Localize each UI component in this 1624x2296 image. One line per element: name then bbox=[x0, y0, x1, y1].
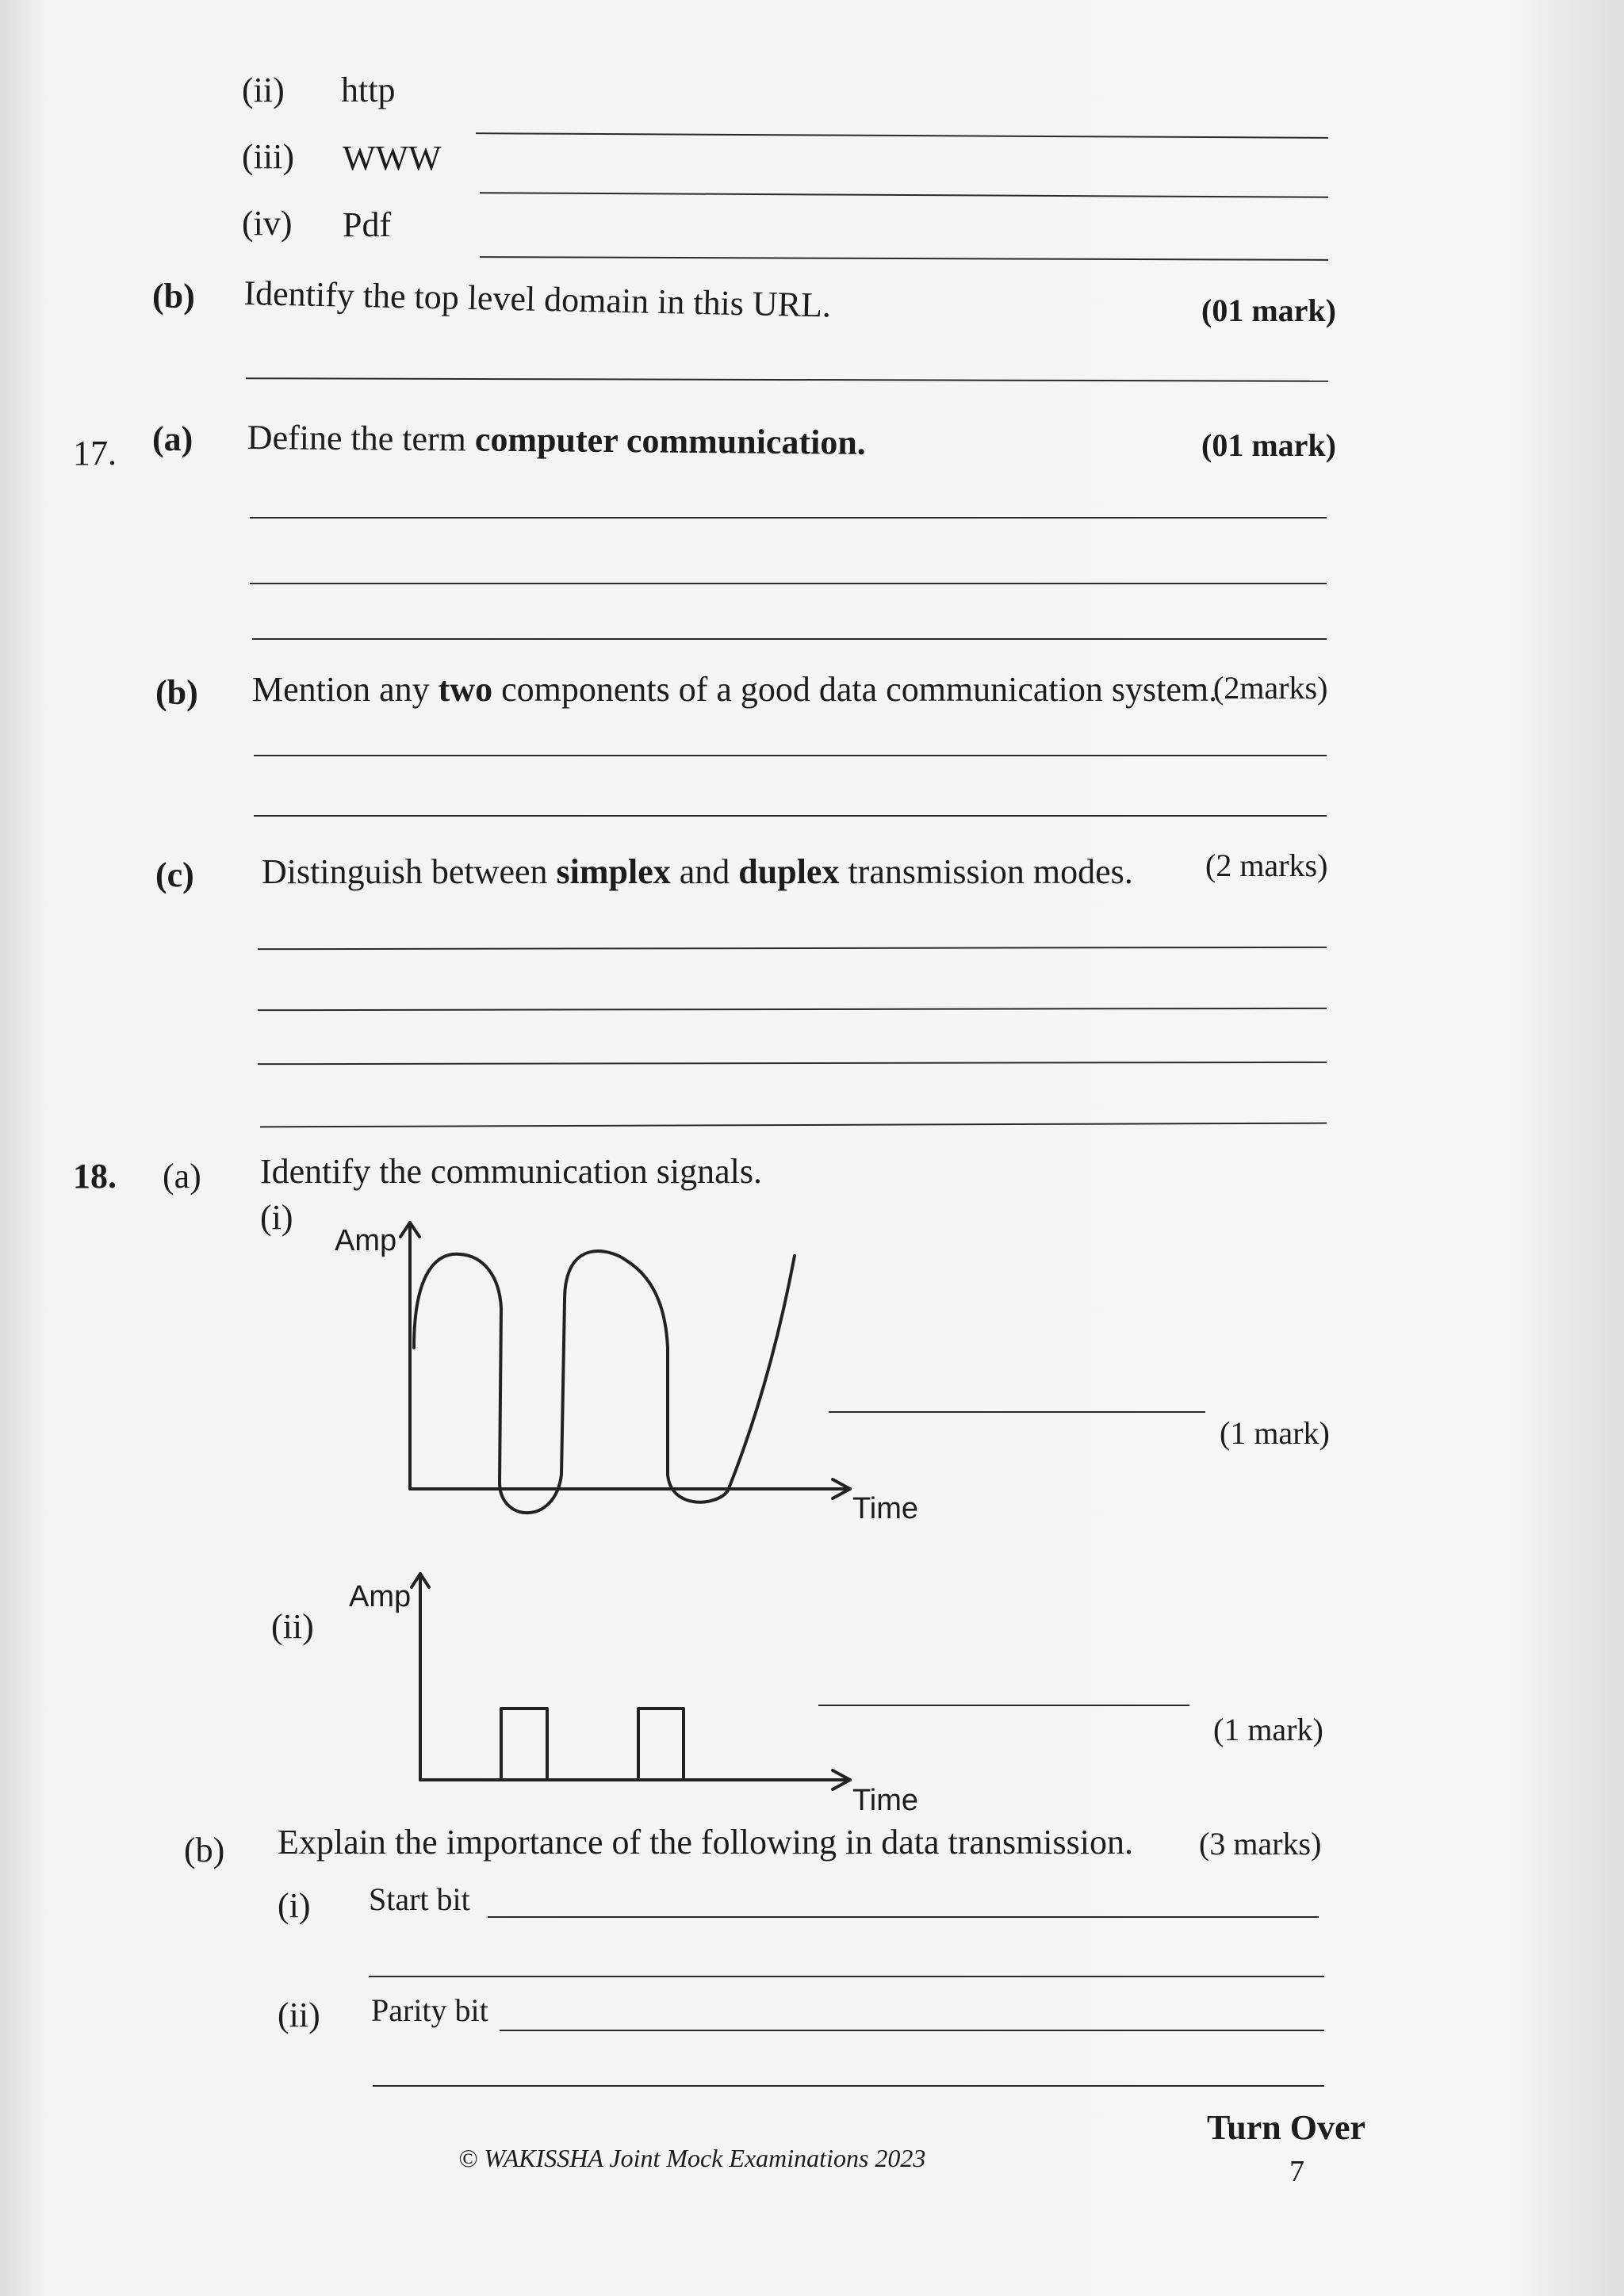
signal-ii-amp-label: Amp bbox=[349, 1580, 412, 1613]
q17-part-c-marks: (2 marks) bbox=[1205, 848, 1328, 883]
answer-line[interactable] bbox=[818, 1705, 1189, 1706]
q17-part-c-letter: (c) bbox=[155, 855, 194, 894]
q18-b-item-i-label: Start bit bbox=[369, 1881, 470, 1917]
q18-part-a-letter: (a) bbox=[163, 1157, 201, 1196]
signal-ii-time-label: Time bbox=[852, 1784, 919, 1817]
turn-over-label: Turn Over bbox=[1207, 2108, 1366, 2147]
q16-item-iv-number: (iv) bbox=[242, 204, 293, 243]
q18-number: 18. bbox=[73, 1157, 117, 1196]
signal-i-time-label: Time bbox=[852, 1492, 919, 1525]
q16-item-iv-label: Pdf bbox=[343, 205, 392, 244]
page-number: 7 bbox=[1289, 2155, 1304, 2188]
digital-wave bbox=[420, 1709, 781, 1780]
answer-line[interactable] bbox=[488, 1916, 1319, 1918]
q17-part-a-letter: (a) bbox=[152, 419, 193, 458]
q16-part-b-marks: (01 mark) bbox=[1201, 293, 1336, 328]
q17-number: 17. bbox=[73, 434, 117, 473]
q18-a-sub-i: (i) bbox=[260, 1198, 293, 1237]
q16-item-iii-number: (iii) bbox=[242, 137, 294, 176]
q18-b-item-ii-label: Parity bit bbox=[371, 1992, 488, 2028]
q17-part-a-question: Define the term computer communication. bbox=[247, 418, 867, 462]
q18-part-b-marks: (3 marks) bbox=[1199, 1826, 1322, 1862]
q17-part-c-question: Distinguish between simplex and duplex transmission modes. bbox=[262, 852, 1133, 891]
q16-item-iii-label: WWW bbox=[343, 139, 442, 178]
signal-i-amp-label: Amp bbox=[335, 1224, 397, 1257]
q18-part-a-question: Identify the communication signals. bbox=[260, 1152, 762, 1191]
q16-item-ii-label: http bbox=[341, 71, 396, 109]
signal-i-marks: (1 mark) bbox=[1220, 1415, 1330, 1451]
q16-item-ii-number: (ii) bbox=[242, 71, 285, 109]
q16-part-b-question: Identify the top level domain in this URL. bbox=[243, 274, 832, 325]
copyright-footer: © WAKISSHA Joint Mock Examinations 2023 bbox=[458, 2144, 926, 2172]
answer-line[interactable] bbox=[373, 2085, 1324, 2087]
answer-line[interactable] bbox=[500, 2030, 1324, 2031]
q18-a-sub-ii: (ii) bbox=[271, 1607, 314, 1646]
q17-part-b-marks: (2marks) bbox=[1213, 670, 1328, 706]
q17-part-b-letter: (b) bbox=[155, 673, 198, 712]
q18-b-item-ii-number: (ii) bbox=[278, 1996, 320, 2034]
q16-part-b-letter: (b) bbox=[152, 277, 195, 316]
q18-part-b-letter: (b) bbox=[184, 1831, 225, 1869]
q18-part-b-question: Explain the importance of the following in data transmission. bbox=[278, 1823, 1133, 1862]
q17-part-b-question: Mention any two components of a good data communication system. bbox=[252, 670, 1218, 709]
q17-part-a-marks: (01 mark) bbox=[1201, 427, 1336, 463]
signal-ii-marks: (1 mark) bbox=[1213, 1712, 1323, 1747]
q18-b-item-i-number: (i) bbox=[278, 1886, 311, 1925]
answer-line[interactable] bbox=[369, 1976, 1324, 1977]
